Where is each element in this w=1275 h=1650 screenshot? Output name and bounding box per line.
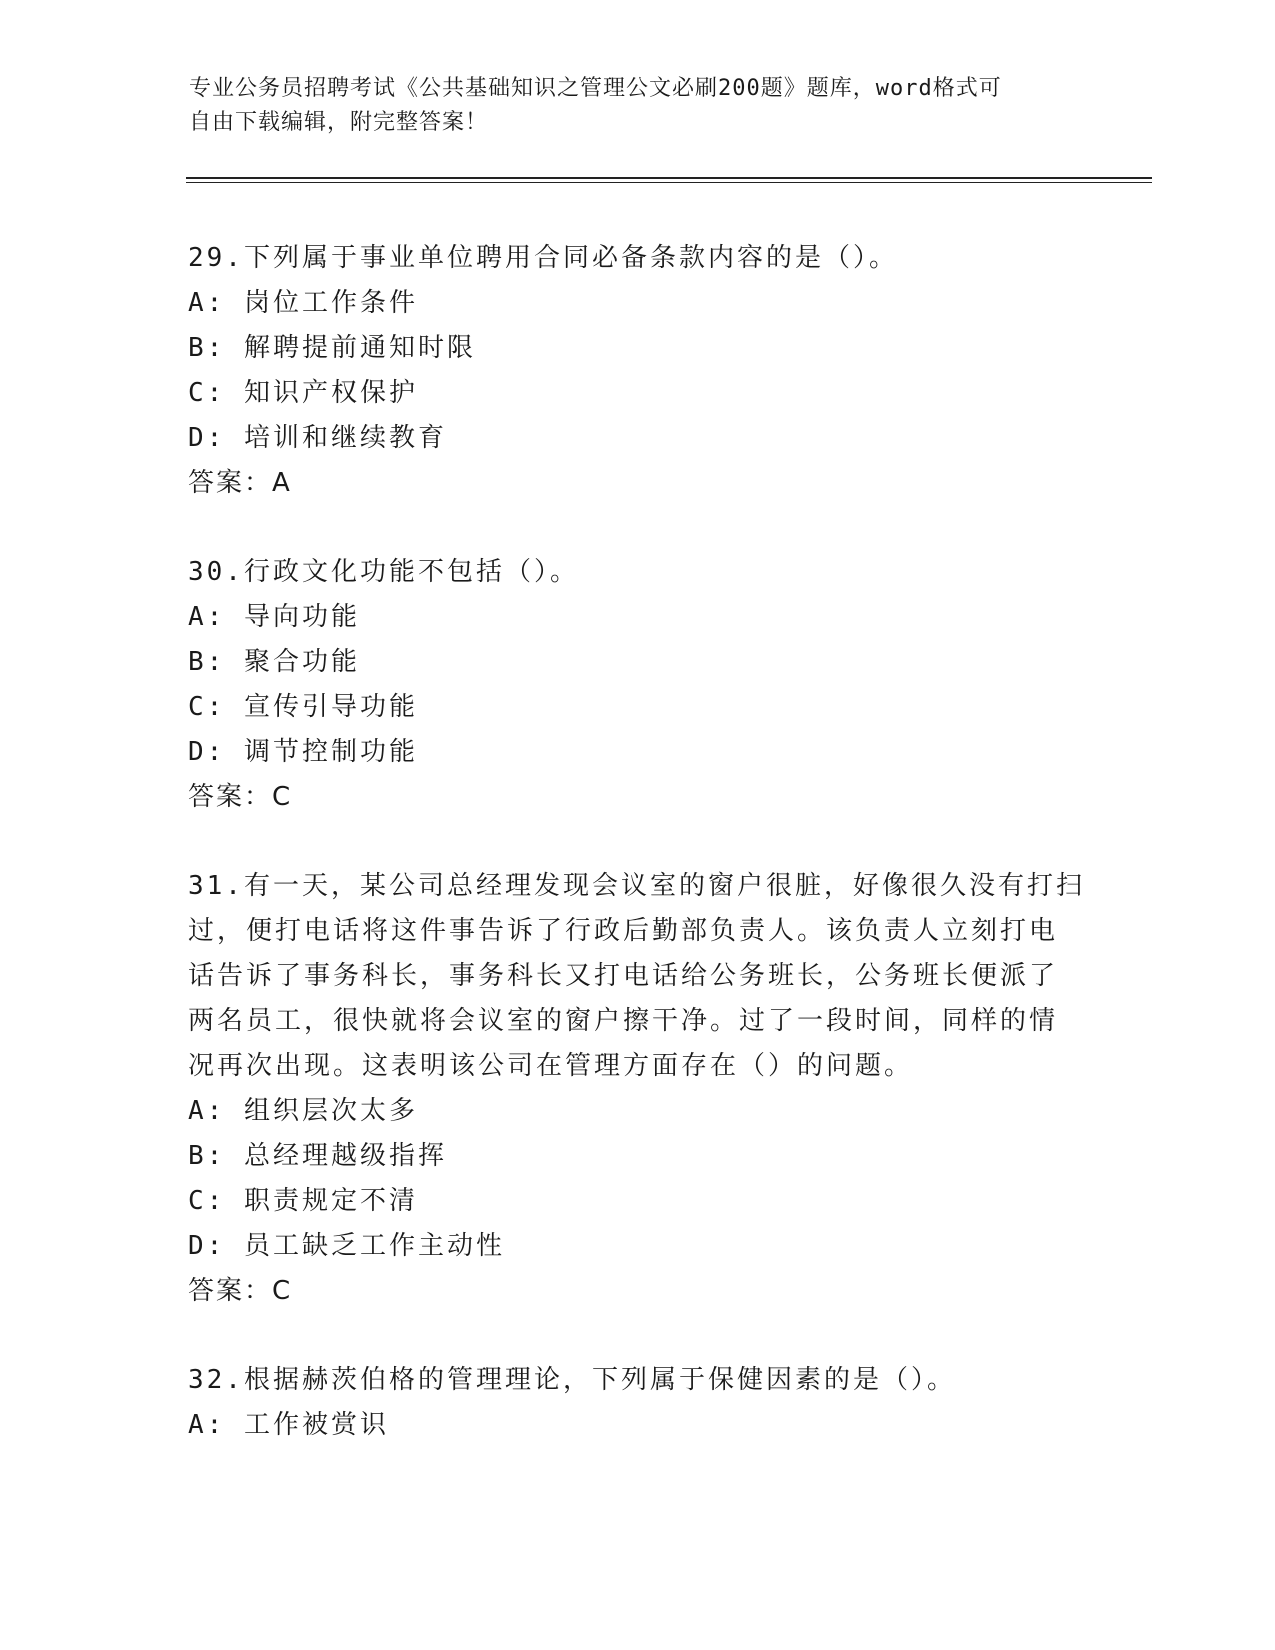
header-line: 自由下载编辑，附完整答案！ [189, 110, 489, 135]
question-list [188, 236, 1088, 1492]
stem-line: 两名员工，很快就将会议室的窗户擦干净。过了一段时间，同样的情 [188, 1006, 1059, 1036]
stem-line: 话告诉了事务科长，事务科长又打电话给公务班长，公务班长便派了 [188, 961, 1059, 991]
stem-line: 过，便打电话将这件事告诉了行政后勤部负责人。该负责人立刻打电 [188, 916, 1059, 946]
option-a: A: 组织层次太多 [188, 1096, 418, 1126]
stem-line: 况再次出现。这表明该公司在管理方面存在（）的问题。 [188, 1051, 914, 1081]
option-b: B: 总经理越级指挥 [188, 1141, 447, 1171]
option-a: A: 工作被赏识 [188, 1410, 389, 1440]
stem-line: 31.有一天，某公司总经理发现会议室的窗户很脏，好像很久没有打扫 [188, 871, 1085, 901]
question-31 [188, 864, 1088, 1314]
option-d: D: 员工缺乏工作主动性 [188, 1231, 505, 1261]
question-32 [188, 1358, 1088, 1448]
option-a: A: 导向功能 [188, 602, 360, 632]
option-a: A: 岗位工作条件 [188, 288, 418, 318]
header-divider-thin [186, 182, 1152, 183]
option-d: D: 调节控制功能 [188, 737, 418, 767]
answer-text: 答案：C [188, 782, 293, 812]
answer-text: 答案：C [188, 1276, 293, 1306]
stem-line: 32.根据赫茨伯格的管理理论，下列属于保健因素的是（）。 [188, 1365, 956, 1395]
question-29 [188, 236, 1088, 506]
question-stem [188, 236, 1088, 281]
stem-line: 30.行政文化功能不包括（）。 [188, 557, 579, 587]
document-header [189, 72, 1069, 140]
question-stem [188, 1358, 1088, 1403]
option-c: C: 知识产权保护 [188, 378, 418, 408]
stem-line: 29.下列属于事业单位聘用合同必备条款内容的是（）。 [188, 243, 898, 273]
header-line: 专业公务员招聘考试《公共基础知识之管理公文必刷200题》题库，word格式可 [189, 76, 1002, 101]
option-b: B: 解聘提前通知时限 [188, 333, 476, 363]
question-stem [188, 864, 1088, 1089]
answer-text: 答案：A [188, 468, 292, 498]
option-c: C: 宣传引导功能 [188, 692, 418, 722]
option-d: D: 培训和继续教育 [188, 423, 447, 453]
option-c: C: 职责规定不清 [188, 1186, 418, 1216]
option-b: B: 聚合功能 [188, 647, 360, 677]
question-30 [188, 550, 1088, 820]
header-divider [186, 177, 1152, 179]
question-stem [188, 550, 1088, 595]
